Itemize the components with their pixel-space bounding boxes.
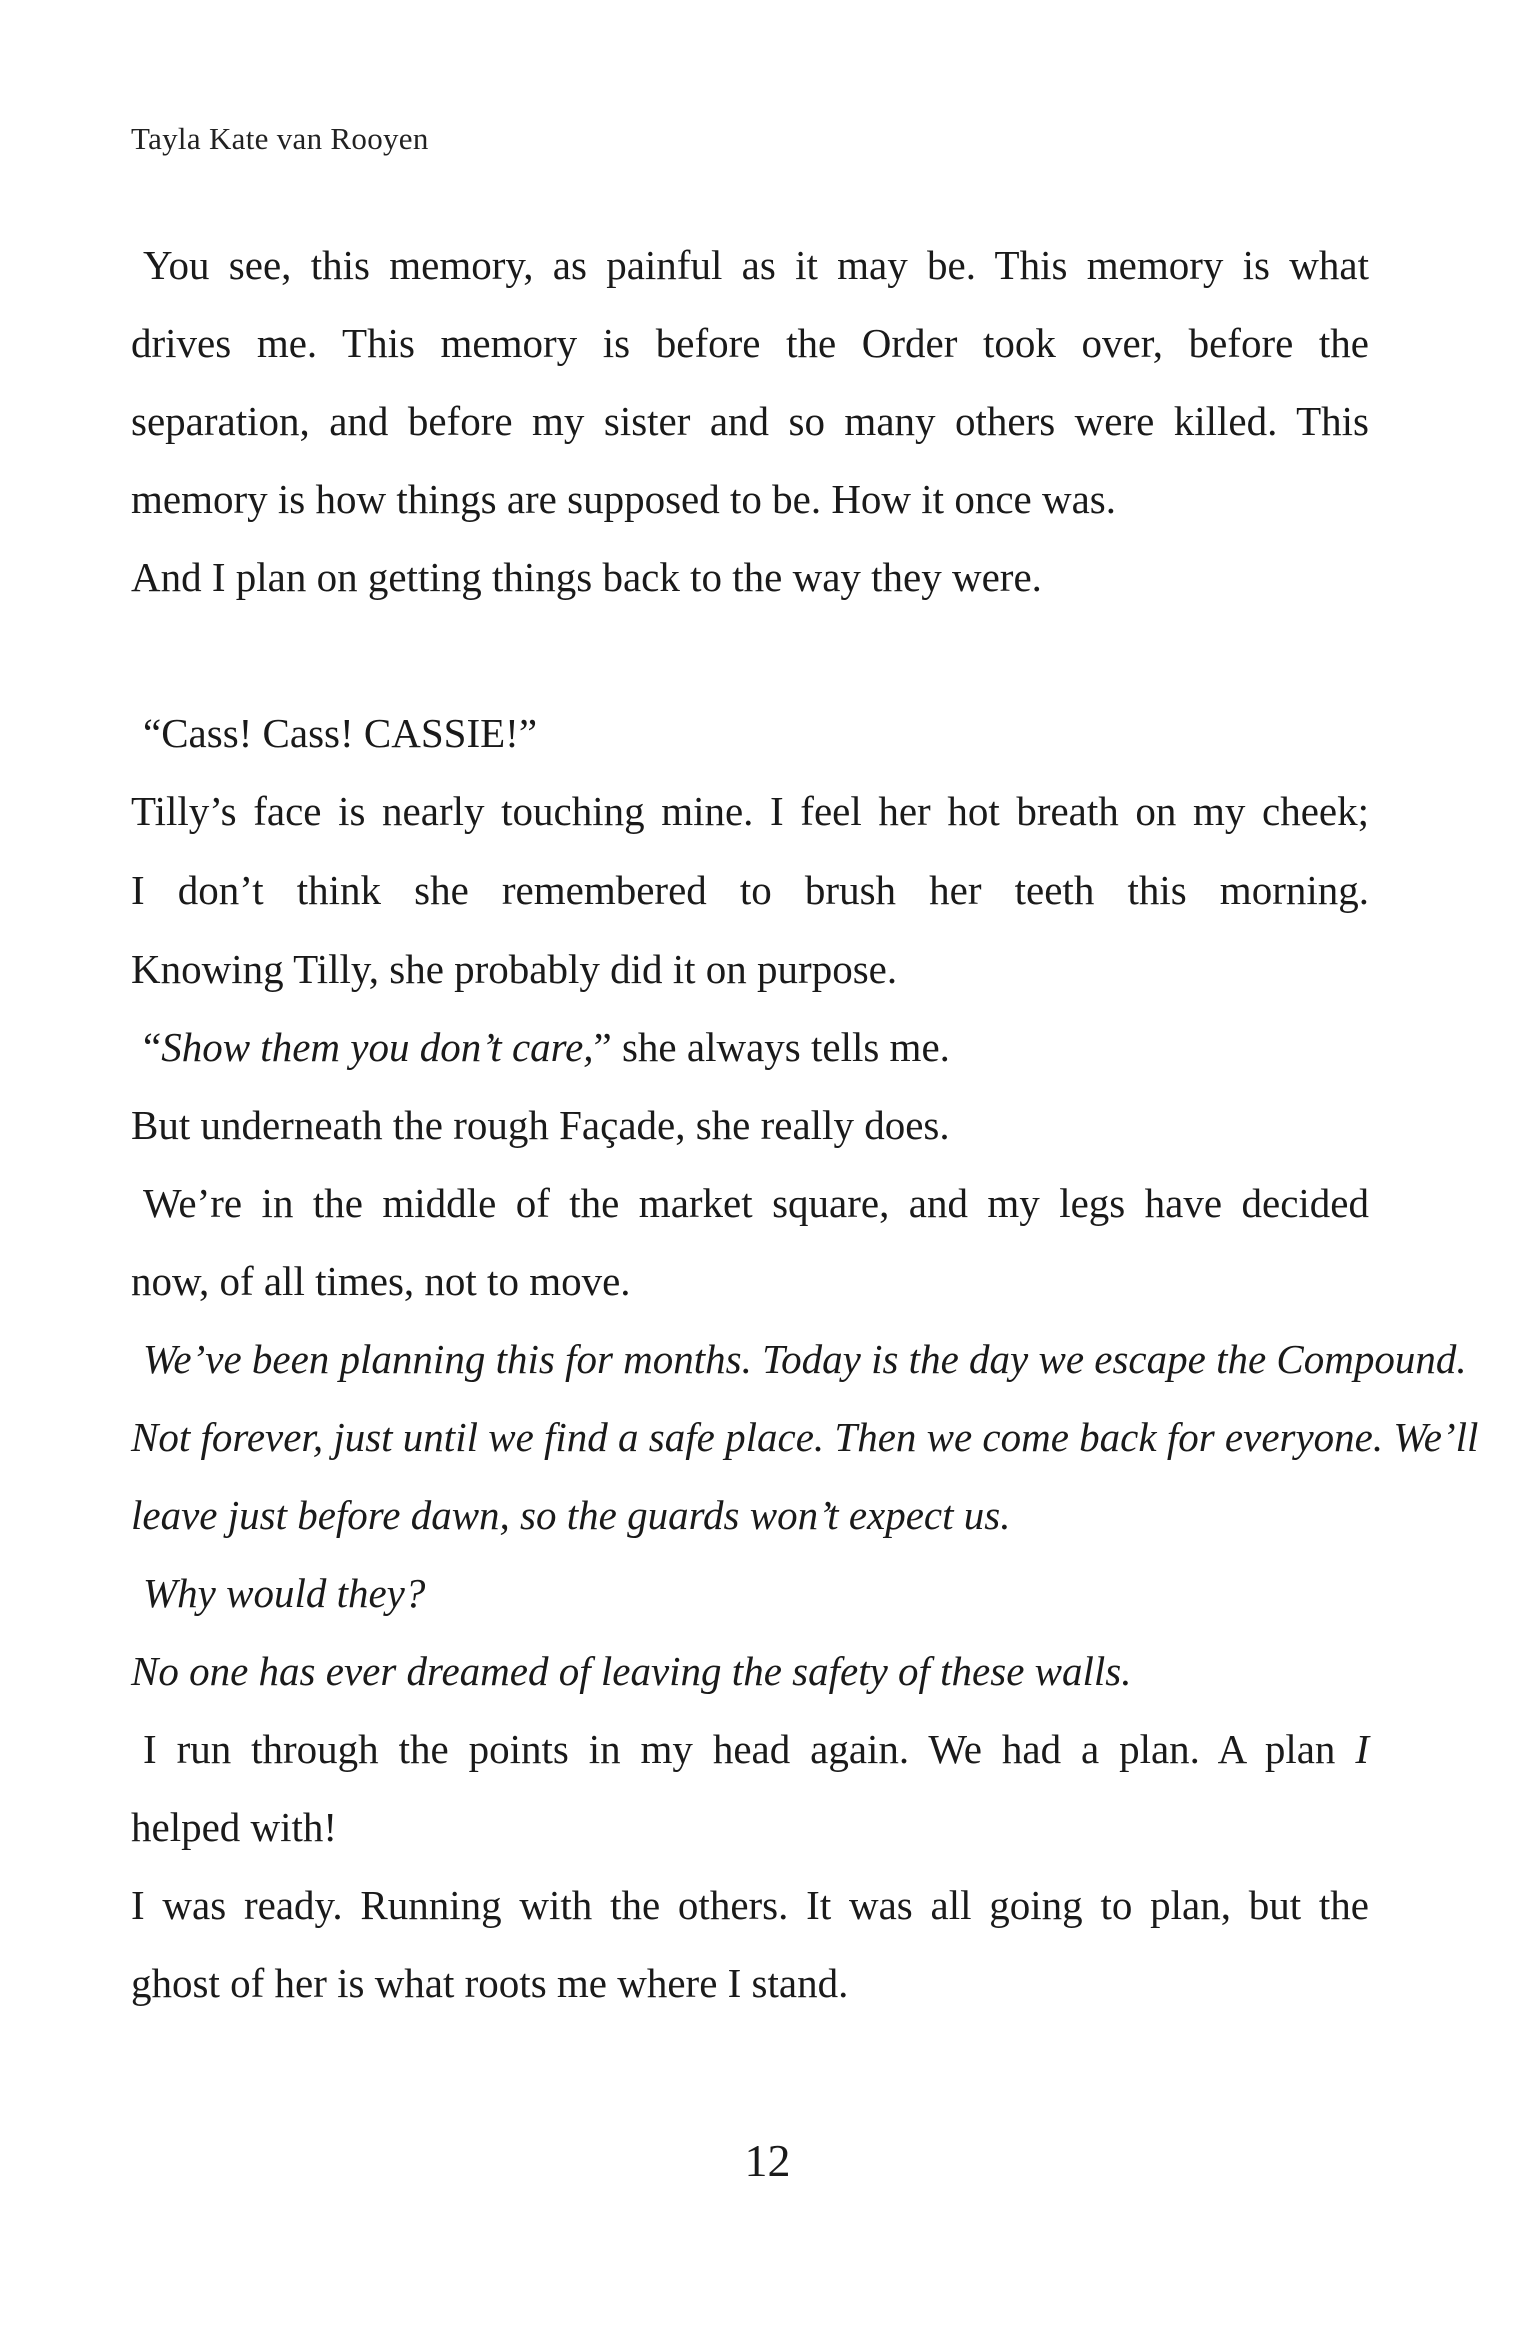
text-line: But underneath the rough Façade, she really does. (131, 1102, 950, 1148)
text-line: Knowing Tilly, she probably did it on purpose. (131, 946, 898, 992)
quote-open: “ (143, 1024, 162, 1070)
plan-text: I run through the points in my head again. We had a plan. A plan (143, 1726, 1356, 1772)
page-body (131, 226, 1479, 2022)
text-line: memory is how things are supposed to be. How it once was. (131, 476, 1116, 522)
quote-rest: ” she always tells me. (593, 1024, 950, 1070)
text-line: I was ready. Running with the others. It was all going to plan, but the (131, 1882, 1369, 1928)
text-line: I don’t think she remembered to brush her teeth this morning. (131, 867, 1369, 913)
text-line: We’re in the middle of the market square, and my legs have decided (143, 1180, 1369, 1226)
text-line: And I plan on getting things back to the way they were. (131, 554, 1042, 600)
text-line: helped with! (131, 1804, 338, 1850)
text-line: separation, and before my sister and so many others were killed. This (131, 398, 1369, 444)
text-line: You see, this memory, as painful as it may be. This memory is what (143, 242, 1369, 288)
running-header-author: Tayla Kate van Rooyen (131, 121, 429, 156)
italic-thought-line: Not forever, just until we find a safe place. Then we come back for everyone. We’ll (131, 1414, 1479, 1460)
scene-break-gap (131, 616, 1369, 694)
page-number: 12 (744, 2135, 791, 2186)
italic-thought-line: No one has ever dreamed of leaving the safety of these walls. (131, 1648, 1132, 1694)
text-line: ghost of her is what roots me where I stand. (131, 1960, 849, 2006)
italic-thought-line: Why would they? (143, 1570, 426, 1616)
text-line: “Cass! Cass! CASSIE!” (143, 710, 538, 756)
text-line-mixed (131, 1008, 1369, 1086)
italic-thought-line: leave just before dawn, so the guards won’t expect us. (131, 1492, 1011, 1538)
text-line: Tilly’s face is nearly touching mine. I feel her hot breath on my cheek; (131, 788, 1369, 834)
italic-thought-line: We’ve been planning this for months. Today is the day we escape the Compound. (143, 1336, 1467, 1382)
text-line: drives me. This memory is before the Order took over, before the (131, 320, 1369, 366)
italic-quote: Show them you don’t care, (161, 1024, 594, 1070)
text-line-mixed (131, 1710, 1369, 1788)
plan-italic: I (1355, 1726, 1369, 1772)
text-line: now, of all times, not to move. (131, 1258, 631, 1304)
